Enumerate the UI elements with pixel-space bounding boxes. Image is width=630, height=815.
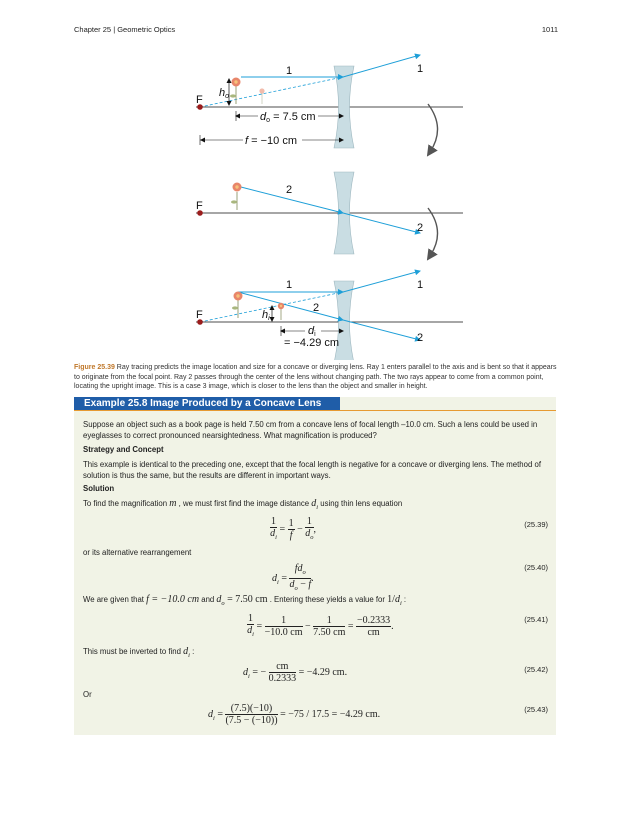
image-flower-icon [259, 88, 264, 104]
ray-2-transmitted-3 [343, 320, 420, 340]
ray-label: 1 [417, 63, 424, 75]
panel-transition-arrow-icon [428, 104, 438, 152]
ray-1-refracted [343, 55, 420, 77]
focal-label: F [196, 309, 203, 321]
object-flower-icon-3 [232, 292, 243, 319]
equation-number: (25.42) [524, 665, 548, 674]
ray-label: 1 [286, 65, 293, 77]
equation-25-39: $\frac{1}{d_i}$ = $\frac{1}{f}$ − $\frac{1}{d_o}$ , [270, 516, 317, 541]
ray-2-transmitted [343, 213, 420, 233]
or-text: Or [83, 690, 92, 699]
ray-2-incident-3 [238, 292, 343, 320]
equation-number: (25.39) [524, 520, 548, 529]
figure-labels [196, 63, 423, 349]
equation-25-41: $\frac{1}{d_i}$ = $\frac{1}{-10.0 cm}$ − $\frac{1}{7.50 cm}$ = $\frac{-0.2333}{cm}$ . [247, 613, 394, 638]
equation-25-43: $d_i$ = $\frac{(7.5)(-10)}{(7.5 - (-10))}$ = −75 / 17.5 = −4.29 cm. [208, 703, 381, 726]
panel-2-ray-2 [196, 172, 463, 256]
ray-label: 2 [417, 222, 424, 234]
example-title-rule [74, 410, 556, 411]
solution-heading: Solution [83, 484, 115, 493]
solution-text: To find the magnification m , we must first find the image distance $d_i$ using thin lens equation [83, 498, 403, 511]
f-label: f = −10 cm [245, 135, 297, 147]
panel-transition-arrow-icon-2 [428, 208, 438, 256]
di-label: di [308, 325, 316, 338]
caption-text: Ray tracing predicts the image location and size for a concave or diverging lens. Ray 1 enters parallel to the axis and is bent so that it appears to originate from the focal point. Ray 2 passes through the center of the lens without changing path. The two rays appear to come from a common point, locating the upright image. This is a case 3 image, which is closer to the lens than the object and smaller in height. [74, 364, 557, 391]
ray-label: 2 [286, 184, 293, 196]
caption-label: Figure 25.39 [74, 364, 115, 371]
equation-25-40: $d_i$ = $\frac{fd_o}{d_o - f}$ . [272, 563, 314, 592]
figure-caption [74, 363, 560, 392]
do-label: do = 7.5 cm [260, 111, 316, 124]
di-value: = −4.29 cm [284, 337, 340, 349]
ray-label: 2 [417, 332, 424, 344]
given-text: We are given that f = −10.0 cm and $d_o = 7.50$ cm . Entering these yields a value for $1/d_i$ : [83, 594, 407, 607]
example-title: Example 25.8 Image Produced by a Concave Lens [74, 397, 340, 411]
focal-label: F [196, 94, 203, 106]
ray-label: 1 [286, 279, 293, 291]
example-intro: Suppose an object such as a book page is held 7.50 cm from a concave lens of focal length –10.0 cm. Such a lens could be used in eyeglasses to correct pronounced nearsightedness. What magnification is produced? [83, 420, 538, 440]
object-flower-icon-2 [231, 183, 242, 211]
ho-label: ho [219, 87, 230, 100]
equation-number: (25.43) [524, 705, 548, 714]
ray-1-refracted-3 [343, 271, 420, 292]
alternative-text: or its alternative rearrangement [83, 548, 192, 557]
hi-label: hi [262, 309, 270, 322]
page-number: 1011 [541, 25, 558, 34]
equation-25-42: $d_i$ = − $\frac{cm}{0.2333}$ = −4.29 cm. [243, 661, 348, 684]
ray-label: 2 [313, 302, 320, 314]
strategy-heading: Strategy and Concept [83, 445, 164, 454]
running-header-chapter: Chapter 25 | Geometric Optics [74, 25, 176, 34]
equation-number: (25.41) [524, 615, 548, 624]
image-flower-icon-3 [278, 303, 284, 320]
equation-number: (25.40) [524, 563, 548, 572]
invert-text: This must be inverted to find $d_i$ : [83, 646, 195, 659]
ray-tracing-figure [0, 0, 630, 360]
focal-label: F [196, 200, 203, 212]
strategy-text: This example is identical to the preceding one, except that the focal length is negative for a concave or diverging lens. The method of solution is thus the same, but the results are different in important ways. [83, 460, 541, 480]
ray-label: 1 [417, 279, 424, 291]
